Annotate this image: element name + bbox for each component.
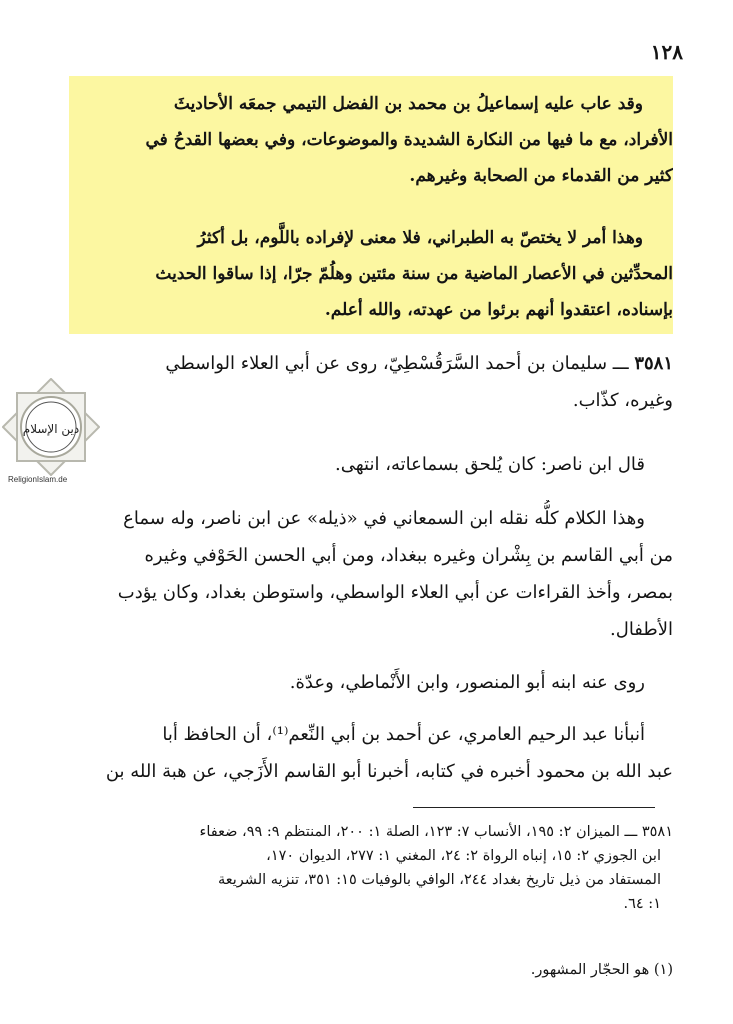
text-line: كثير من القدماء من الصحابة وغيرهم. (409, 166, 673, 186)
body-paragraph-4 (72, 716, 673, 790)
footnote-line: ٣٥٨١ ـــ الميزان ٢: ١٩٥، الأنساب ٧: ١٢٣، الصلة ١: ٢٠٠، المنتظم ٩: ٩٩، ضعفاء (199, 824, 673, 840)
footnote-1 (420, 958, 673, 982)
watermark-logo-text: دين الإسلام (22, 422, 80, 436)
body-paragraph-2 (72, 500, 673, 648)
text-line: روى عنه ابنه أبو المنصور، وابن الأَنْماطي، وعدّة. (289, 672, 645, 693)
entry-heading (110, 345, 673, 419)
text-line: المحدِّثين في الأعصار الماضية من سنة مئتين وهلُمّ جرّا، إذا ساقوا الحديث (155, 264, 673, 284)
entry-name-text: ـــ سليمان بن أحمد السَّرَقُسْطِيّ، روى عن أبي العلاء الواسطي (165, 353, 629, 374)
text-line: وهذا أمر لا يختصّ به الطبراني، فلا معنى لإفراده باللَّوم، بل أكثرُ (197, 228, 643, 248)
text-line: وغيره، كذّاب. (572, 390, 673, 411)
watermark-logo (2, 378, 100, 488)
entry-number: ٣٥٨١ (634, 353, 673, 374)
text-line: بإسناده، اعتقدوا أنهم برئوا من عهدته، والله أعلم. (324, 300, 673, 320)
text-line: الأطفال. (610, 619, 673, 640)
text-line: من أبي القاسم بن بِشْران وغيره ببغداد، ومن أبي الحسن الحَوْفي وغيره (144, 545, 673, 566)
highlight-paragraph-1 (72, 86, 673, 194)
text-line: الأفراد، مع ما فيها من النكارة الشديدة والموضوعات، وفي بعضها القدحُ في (145, 130, 673, 150)
watermark-site: ReligionIslam.de (8, 475, 68, 484)
footnote-line: ١: ٦٤. (623, 896, 661, 912)
text-line: أنبأنا عبد الرحيم العامري، عن أحمد بن أبي النِّعم⁽¹⁾، أن الحافظ أبا (162, 724, 645, 745)
body-paragraph-1 (110, 446, 673, 483)
footnote-line: (١) هو الحجّار المشهور. (530, 962, 673, 978)
highlight-paragraph-2 (72, 220, 673, 328)
footnote-line: المستفاد من ذيل تاريخ بغداد ٢٤٤، الوافي بالوفيات ١٥: ٣٥١، تنزيه الشريعة (217, 872, 661, 888)
footnote-line: ابن الجوزي ٢: ١٥، إنباه الرواة ٢: ٢٤، المغني ١: ٢٧٧، الديوان ١٧٠، (266, 848, 661, 864)
text-line: وقد عاب عليه إسماعيلُ بن محمد بن الفضل التيمي جمعَه الأحاديثَ (173, 94, 643, 114)
footnote-separator (413, 807, 655, 808)
page-number: ١٢٨ (650, 40, 683, 64)
entry-first-line (110, 345, 673, 382)
footnote-sources (72, 820, 673, 916)
text-line: عبد الله بن محمود أخبره في كتابه، أخبرنا أبو القاسم الأَزَجي، عن هبة الله بن (105, 761, 673, 782)
text-line: بمصر، وأخذ القراءات عن أبي العلاء الواسطي، واستوطن بغداد، وكان يؤدب (117, 582, 673, 603)
text-line: قال ابن ناصر: كان يُلحق بسماعاته، انتهى. (335, 454, 645, 475)
text-line: وهذا الكلام كلُّه نقله ابن السمعاني في «ذيله» عن ابن ناصر، وله سماع (123, 508, 645, 529)
watermark-emblem-icon (2, 378, 100, 476)
body-paragraph-3 (72, 664, 673, 701)
